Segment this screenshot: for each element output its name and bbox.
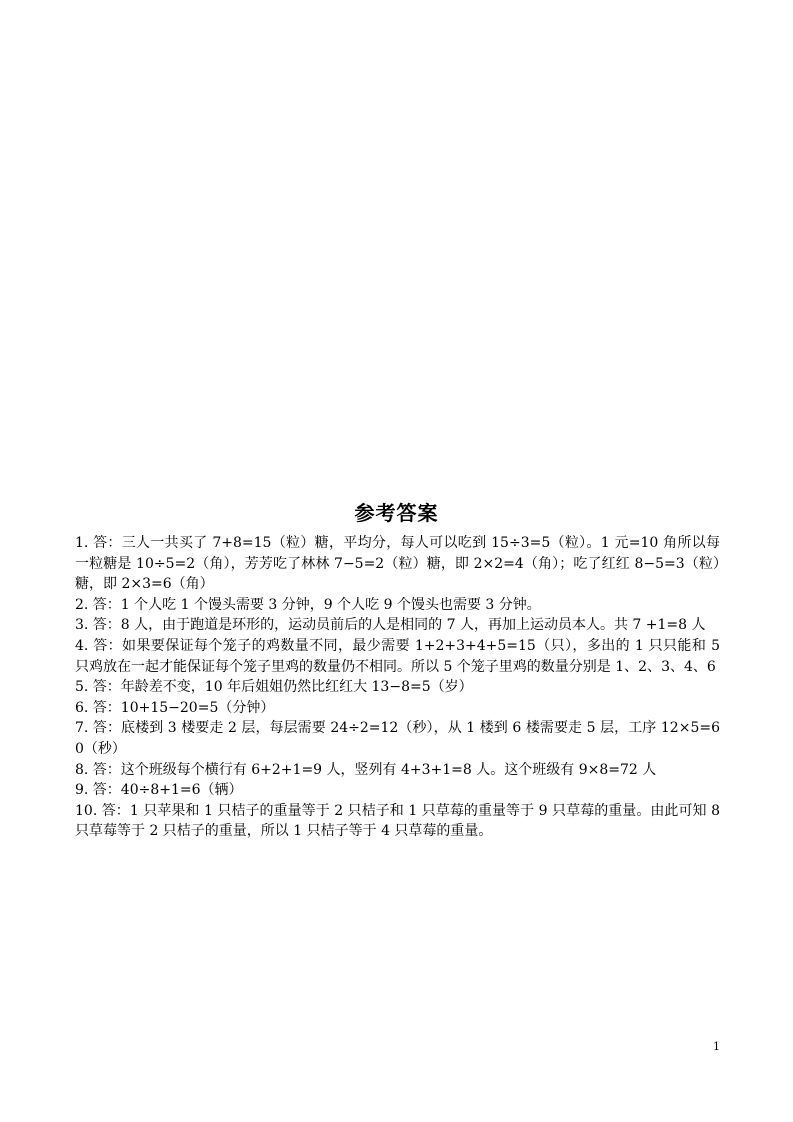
answer-item-5: 5. 答：年龄差不变，10 年后姐姐仍然比红红大 13−8=5（岁） [75, 679, 473, 696]
answer-item-9: 9. 答：40÷8+1=6（辆） [75, 782, 243, 799]
answer-item-1: 1. 答：三人一共买了 7+8=15（粒）糖，平均分，每人可以吃到 15÷3=5（粒）。1 元=10 角所以每一粒糖是 10÷5=2（角），芳芳吃了林林 7−5=2（粒）糖，即 2×2=4（角）；吃了红红 8−5=3（粒）糖，即 2×3=6（角） [75, 535, 720, 593]
answer-item-10: 10. 答：1 只苹果和 1 只桔子的重量等于 2 只桔子和 1 只草莓的重量等于 9 只草莓的重量。由此可知 8 只草莓等于 2 只桔子的重量，所以 1 只桔子等于 4 只草莓的重量。 [75, 802, 720, 840]
answer-item-3: 3. 答：8 人，由于跑道是环形的，运动员前后的人是相同的 7 人，再加上运动员本人。共 7 +1=8 人 [75, 617, 706, 634]
answer-list [75, 533, 720, 842]
answer-item-7: 7. 答：底楼到 3 楼要走 2 层，每层需要 24÷2=12（秒），从 1 楼到 6 楼需要走 5 层，工序 12×5=60（秒） [75, 720, 720, 757]
page-title: 参考答案 [354, 501, 439, 525]
answer-item-2: 2. 答：1 个人吃 1 个馒头需要 3 分钟，9 个人吃 9 个馒头也需要 3 分钟。 [75, 596, 541, 613]
page-number: 1 [713, 1040, 720, 1053]
answer-item-6: 6. 答：10+15−20=5（分钟） [75, 699, 275, 716]
answer-item-8: 8. 答：这个班级每个横行有 6+2+1=9 人，竖列有 4+3+1=8 人。这个班级有 9×8=72 人 [75, 761, 657, 778]
answer-item-4: 4. 答：如果要保证每个笼子的鸡数量不同，最少需要 1+2+3+4+5=15（只），多出的 1 只只能和 5 只鸡放在一起才能保证每个笼子里鸡的数量仍不相同。所以 5 个笼子里鸡的数量分别是 1、2、3、4、6 [75, 637, 720, 675]
